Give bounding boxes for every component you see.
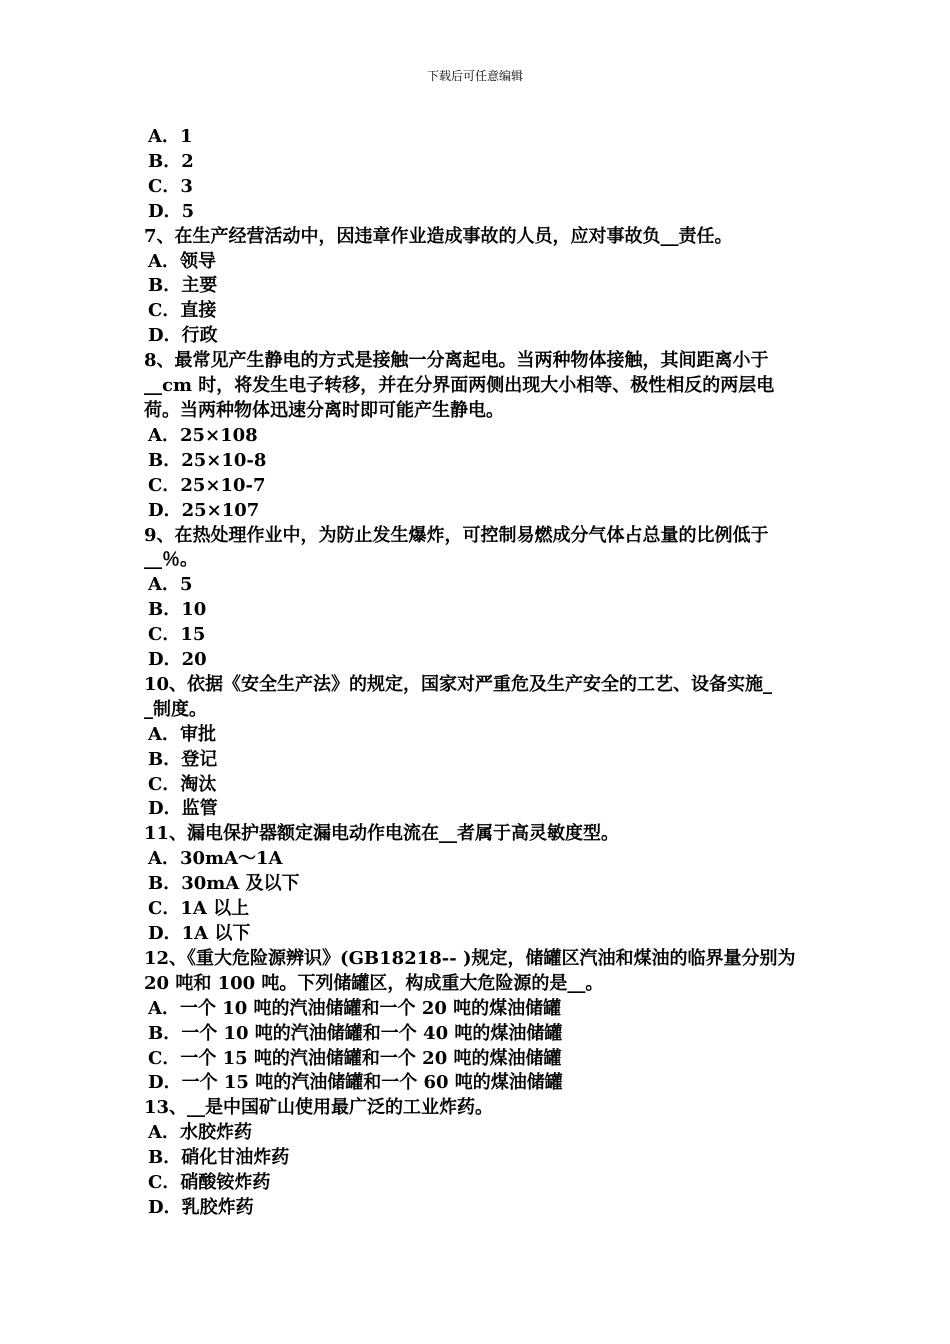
question-text: __％。: [144, 549, 198, 571]
question-text: 8、最常见产生静电的方式是接触一分离起电。当两种物体接触，其间距离小于: [144, 350, 769, 372]
answer-option: A．领导: [148, 250, 216, 272]
answer-option: D．行政: [148, 325, 218, 347]
answer-option: B．登记: [148, 748, 218, 770]
question-text: 13、__是中国矿山使用最广泛的工业炸药。: [144, 1097, 494, 1119]
page-header: 下载后可任意编辑: [426, 69, 523, 83]
answer-option: C．淘汰: [148, 773, 217, 795]
answer-option: A．25×108: [148, 424, 258, 446]
answer-option: C．3: [148, 175, 193, 197]
answer-option: D．5: [148, 200, 195, 222]
answer-option: A．一个 10 吨的汽油储罐和一个 20 吨的煤油储罐: [148, 997, 562, 1019]
answer-option: D．25×107: [148, 499, 260, 521]
answer-option: B．25×10-8: [148, 449, 267, 471]
question-text: 荷。当两种物体迅速分离时即可能产生静电。: [144, 399, 504, 421]
question-text: _制度。: [144, 698, 207, 720]
answer-option: B．硝化甘油炸药: [148, 1147, 290, 1169]
answer-option: A．审批: [148, 723, 216, 745]
question-text: 20 吨和 100 吨。下列储罐区，构成重大危险源的是__。: [144, 972, 604, 994]
answer-option: D．1A 以下: [148, 923, 251, 944]
answer-option: C．一个 15 吨的汽油储罐和一个 20 吨的煤油储罐: [148, 1047, 562, 1069]
answer-option: C．硝酸铵炸药: [148, 1172, 271, 1194]
answer-option: D．监管: [148, 798, 218, 820]
document-body: [144, 125, 809, 1221]
answer-option: A．30mA～1A: [148, 848, 283, 870]
question-text: __cm 时，将发生电子转移，并在分界面两侧出现大小相等、极性相反的两层电: [144, 375, 775, 397]
answer-option: B．一个 10 吨的汽油储罐和一个 40 吨的煤油储罐: [148, 1022, 563, 1044]
answer-option: A．水胶炸药: [148, 1122, 252, 1144]
answer-option: A．1: [148, 126, 193, 147]
answer-option: B．30mA 及以下: [148, 873, 300, 895]
answer-option: B．2: [148, 150, 194, 172]
answer-option: C．25×10-7: [148, 474, 266, 496]
question-text: 10、依据《安全生产法》的规定，国家对严重危及生产安全的工艺、设备实施_: [144, 673, 773, 695]
answer-option: D．乳胶炸药: [148, 1196, 254, 1218]
answer-option: A．5: [148, 574, 193, 596]
question-text: 7、在生产经营活动中，因违章作业造成事故的人员，应对事故负__责任。: [144, 225, 733, 247]
question-text: 9、在热处理作业中，为防止发生爆炸，可控制易燃成分气体占总量的比例低于: [144, 524, 769, 546]
answer-option: D．一个 15 吨的汽油储罐和一个 60 吨的煤油储罐: [148, 1072, 563, 1094]
answer-option: C．1A 以上: [148, 898, 250, 920]
question-text: 12、《重大危险源辨识》(GB18218-- )规定，储罐区汽油和煤油的临界量分别为: [144, 947, 796, 969]
question-text: 11、漏电保护器额定漏电动作电流在__者属于高灵敏度型。: [144, 823, 620, 845]
answer-option: D．20: [148, 649, 207, 671]
answer-option: B．10: [148, 599, 207, 621]
answer-option: B．主要: [148, 275, 218, 297]
answer-option: C．直接: [148, 300, 217, 322]
answer-option: C．15: [148, 624, 206, 646]
